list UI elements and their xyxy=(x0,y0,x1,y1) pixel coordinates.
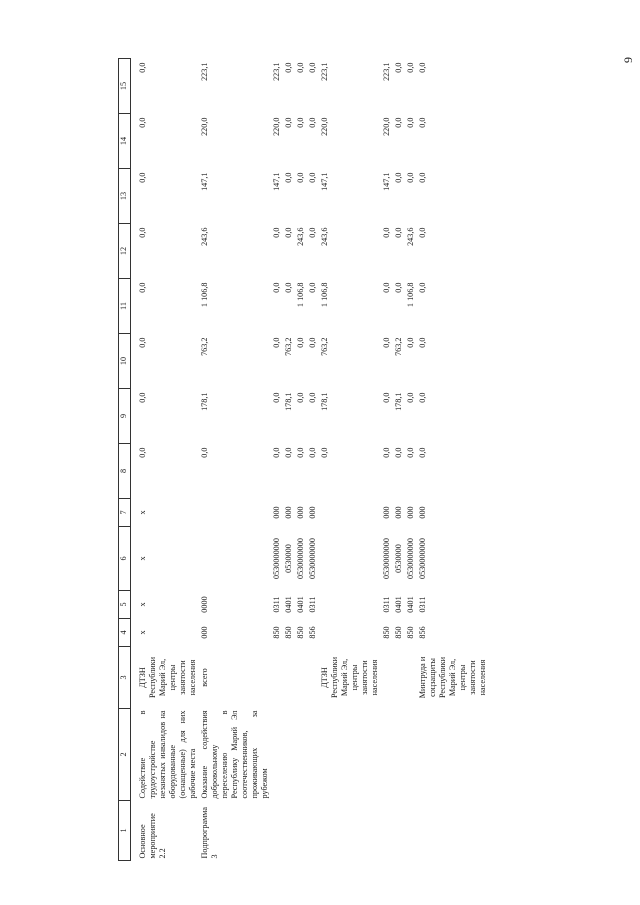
amount-col-14: 220,0 xyxy=(200,117,209,136)
amount-col-9: 0,0 xyxy=(418,392,427,403)
table-row xyxy=(199,59,271,861)
responsible: Минтруда и соцзащиты Республики Марий Эл, центры занятости населения xyxy=(418,656,487,699)
csr-code: 0530000000 xyxy=(308,538,317,579)
row-description xyxy=(283,709,295,801)
amount-col-14: 0,0 xyxy=(138,117,147,128)
amount-col-10: 0,0 xyxy=(138,337,147,348)
row-description xyxy=(405,709,417,801)
table-row xyxy=(319,59,381,861)
amount-col-14: 0,0 xyxy=(308,117,317,128)
amount-col-10: 0,0 xyxy=(418,337,427,348)
amount-col-15: 0,0 xyxy=(138,62,147,73)
grbs-code: х xyxy=(138,630,147,635)
amount-col-13: 0,0 xyxy=(418,172,427,183)
row-description xyxy=(381,709,393,801)
csr-code: 0530000000 xyxy=(406,538,415,579)
table-row xyxy=(137,59,199,861)
vr-code xyxy=(319,499,381,527)
row-description xyxy=(307,709,319,801)
row-label xyxy=(417,801,489,861)
amount-col-12: 0,0 xyxy=(418,227,427,238)
amount-col-12: 0,0 xyxy=(394,227,403,238)
amount-col-11: 0,0 xyxy=(394,282,403,293)
amount-col-8: 0,0 xyxy=(138,447,147,458)
column-header-3: 3 xyxy=(119,647,131,709)
rz-pr-code: 0401 xyxy=(284,596,293,613)
amount-col-11: 1 106,8 xyxy=(320,282,329,308)
amount-col-15: 223,1 xyxy=(272,62,281,81)
responsible xyxy=(295,647,307,709)
amount-col-13: 0,0 xyxy=(284,172,293,183)
csr-code: 0530000000 xyxy=(382,538,391,579)
column-header-14: 14 xyxy=(119,114,131,169)
amount-col-14: 0,0 xyxy=(406,117,415,128)
vr-code: 000 xyxy=(296,506,305,519)
amount-col-10: 763,2 xyxy=(284,337,293,356)
amount-col-10: 0,0 xyxy=(406,337,415,348)
vr-code: 000 xyxy=(382,506,391,519)
responsible xyxy=(271,647,283,709)
amount-col-8: 0,0 xyxy=(272,447,281,458)
header-row xyxy=(119,59,131,861)
row-label xyxy=(271,801,283,861)
csr-code: 0530000 xyxy=(284,544,293,573)
csr-code: 0530000000 xyxy=(418,538,427,579)
responsible xyxy=(393,647,405,709)
grbs-code: 856 xyxy=(418,626,427,639)
column-header-9: 9 xyxy=(119,389,131,444)
column-header-4: 4 xyxy=(119,619,131,647)
amount-col-11: 0,0 xyxy=(308,282,317,293)
amount-col-9: 0,0 xyxy=(382,392,391,403)
vr-code: 000 xyxy=(284,506,293,519)
grbs-code: 850 xyxy=(406,626,415,639)
responsible: ДТЗН Республики Марий Эл, центры занятости населения xyxy=(138,656,197,699)
amount-col-8: 0,0 xyxy=(320,447,329,458)
grbs-code: 850 xyxy=(382,626,391,639)
column-header-2: 2 xyxy=(119,709,131,801)
row-label xyxy=(307,801,319,861)
grbs-code: 850 xyxy=(284,626,293,639)
row-label: Основное мероприятие 2.2 xyxy=(138,813,167,859)
amount-col-11: 0,0 xyxy=(138,282,147,293)
rz-pr-code: 0401 xyxy=(394,596,403,613)
amount-col-10: 0,0 xyxy=(308,337,317,348)
amount-col-15: 0,0 xyxy=(284,62,293,73)
row-description xyxy=(295,709,307,801)
amount-col-14: 0,0 xyxy=(418,117,427,128)
responsible xyxy=(283,647,295,709)
responsible xyxy=(405,647,417,709)
amount-col-15: 223,1 xyxy=(320,62,329,81)
amount-col-13: 0,0 xyxy=(308,172,317,183)
csr-code: 0530000000 xyxy=(272,538,281,579)
amount-col-9: 0,0 xyxy=(296,392,305,403)
table-row xyxy=(417,59,489,861)
rz-pr-code: 0401 xyxy=(296,596,305,613)
row-label xyxy=(295,801,307,861)
row-label xyxy=(393,801,405,861)
amount-col-13: 147,1 xyxy=(320,172,329,191)
row-label xyxy=(319,801,381,861)
amount-col-8: 0,0 xyxy=(200,447,209,458)
page-number: 9 xyxy=(621,57,635,63)
column-header-8: 8 xyxy=(119,444,131,499)
vr-code: 000 xyxy=(418,506,427,519)
amount-col-9: 0,0 xyxy=(308,392,317,403)
amount-col-9: 178,1 xyxy=(320,392,329,411)
row-label: Подпрограмма 3 xyxy=(200,806,219,859)
amount-col-8: 0,0 xyxy=(284,447,293,458)
amount-col-12: 243,6 xyxy=(296,227,305,246)
amount-col-12: 243,6 xyxy=(320,227,329,246)
amount-col-11: 0,0 xyxy=(382,282,391,293)
amount-col-11: 1 106,8 xyxy=(200,282,209,308)
amount-col-14: 0,0 xyxy=(296,117,305,128)
amount-col-12: 243,6 xyxy=(200,227,209,246)
grbs-code: 850 xyxy=(296,626,305,639)
amount-col-13: 0,0 xyxy=(406,172,415,183)
responsible xyxy=(307,647,319,709)
grbs-code: 850 xyxy=(394,626,403,639)
amount-col-15: 0,0 xyxy=(406,62,415,73)
amount-col-12: 0,0 xyxy=(308,227,317,238)
amount-col-11: 0,0 xyxy=(418,282,427,293)
rz-pr-code: 0401 xyxy=(406,596,415,613)
row-description: Оказание содействия добровольному переселению в Республику Марий Эл соотечественников, проживающих за рубежом xyxy=(200,710,269,799)
budget-table xyxy=(118,58,489,861)
amount-col-13: 147,1 xyxy=(200,172,209,191)
grbs-code: 856 xyxy=(308,626,317,639)
amount-col-13: 147,1 xyxy=(382,172,391,191)
row-label xyxy=(381,801,393,861)
row-description xyxy=(271,709,283,801)
rz-pr-code: 0311 xyxy=(308,596,317,613)
grbs-code: 000 xyxy=(200,626,209,639)
amount-col-9: 178,1 xyxy=(284,392,293,411)
csr-code: х xyxy=(138,556,147,561)
amount-col-10: 0,0 xyxy=(296,337,305,348)
responsible: всего xyxy=(200,668,209,687)
amount-col-9: 0,0 xyxy=(138,392,147,403)
amount-col-13: 0,0 xyxy=(394,172,403,183)
row-label xyxy=(283,801,295,861)
amount-col-13: 147,1 xyxy=(272,172,281,191)
amount-col-14: 0,0 xyxy=(284,117,293,128)
amount-col-13: 0,0 xyxy=(138,172,147,183)
column-header-7: 7 xyxy=(119,499,131,527)
amount-col-8: 0,0 xyxy=(296,447,305,458)
row-label xyxy=(405,801,417,861)
amount-col-8: 0,0 xyxy=(406,447,415,458)
amount-col-11: 1 106,8 xyxy=(406,282,415,308)
grbs-code: 850 xyxy=(272,626,281,639)
row-description xyxy=(319,709,381,801)
amount-col-12: 243,6 xyxy=(406,227,415,246)
amount-col-15: 223,1 xyxy=(382,62,391,81)
table-row xyxy=(271,59,283,861)
rz-pr-code: 0311 xyxy=(382,596,391,613)
row-description xyxy=(417,709,489,801)
vr-code: 000 xyxy=(394,506,403,519)
csr-code: 0530000000 xyxy=(296,538,305,579)
table-row xyxy=(393,59,405,861)
amount-col-14: 220,0 xyxy=(320,117,329,136)
amount-col-15: 223,1 xyxy=(200,62,209,81)
csr-code: 0530000 xyxy=(394,544,403,573)
amount-col-15: 0,0 xyxy=(418,62,427,73)
amount-col-12: 0,0 xyxy=(272,227,281,238)
amount-col-10: 0,0 xyxy=(382,337,391,348)
csr-code xyxy=(319,527,381,591)
amount-col-10: 763,2 xyxy=(200,337,209,356)
responsible: ДТЗН Республики Марий Эл, центры занятости населения xyxy=(320,656,379,699)
rz-pr-code xyxy=(319,591,381,619)
column-header-12: 12 xyxy=(119,224,131,279)
amount-col-14: 220,0 xyxy=(272,117,281,136)
amount-col-8: 0,0 xyxy=(382,447,391,458)
csr-code xyxy=(199,527,271,591)
amount-col-14: 0,0 xyxy=(394,117,403,128)
vr-code: 000 xyxy=(308,506,317,519)
column-header-10: 10 xyxy=(119,334,131,389)
rz-pr-code: х xyxy=(138,602,147,607)
column-header-5: 5 xyxy=(119,591,131,619)
amount-col-10: 763,2 xyxy=(394,337,403,356)
amount-col-12: 0,0 xyxy=(138,227,147,238)
column-header-11: 11 xyxy=(119,279,131,334)
grbs-code xyxy=(319,619,381,647)
amount-col-15: 0,0 xyxy=(308,62,317,73)
amount-col-15: 0,0 xyxy=(394,62,403,73)
column-header-1: 1 xyxy=(119,801,131,861)
row-description xyxy=(393,709,405,801)
table-row xyxy=(405,59,417,861)
column-header-6: 6 xyxy=(119,527,131,591)
amount-col-13: 0,0 xyxy=(296,172,305,183)
table-row xyxy=(381,59,393,861)
amount-col-14: 220,0 xyxy=(382,117,391,136)
amount-col-12: 0,0 xyxy=(284,227,293,238)
table-row xyxy=(283,59,295,861)
table-body xyxy=(131,59,490,861)
amount-col-8: 0,0 xyxy=(394,447,403,458)
row-description: Содействие в трудоустройстве незанятых инвалидов на оборудованные (оснащенные) для них рабочие места xyxy=(138,710,197,799)
amount-col-9: 178,1 xyxy=(394,392,403,411)
column-header-15: 15 xyxy=(119,59,131,114)
amount-col-12: 0,0 xyxy=(382,227,391,238)
amount-col-11: 0,0 xyxy=(272,282,281,293)
table-row xyxy=(307,59,319,861)
vr-code: х xyxy=(138,510,147,515)
vr-code: 000 xyxy=(406,506,415,519)
rz-pr-code: 0000 xyxy=(200,596,209,613)
amount-col-8: 0,0 xyxy=(308,447,317,458)
amount-col-9: 178,1 xyxy=(200,392,209,411)
amount-col-11: 1 106,8 xyxy=(296,282,305,308)
amount-col-8: 0,0 xyxy=(418,447,427,458)
amount-col-11: 0,0 xyxy=(284,282,293,293)
amount-col-10: 0,0 xyxy=(272,337,281,348)
vr-code xyxy=(199,499,271,527)
rz-pr-code: 0311 xyxy=(272,596,281,613)
responsible xyxy=(381,647,393,709)
amount-col-10: 763,2 xyxy=(320,337,329,356)
amount-col-9: 0,0 xyxy=(272,392,281,403)
amount-col-15: 0,0 xyxy=(296,62,305,73)
vr-code: 000 xyxy=(272,506,281,519)
amount-col-9: 0,0 xyxy=(406,392,415,403)
column-header-13: 13 xyxy=(119,169,131,224)
table-row xyxy=(295,59,307,861)
rz-pr-code: 0311 xyxy=(418,596,427,613)
